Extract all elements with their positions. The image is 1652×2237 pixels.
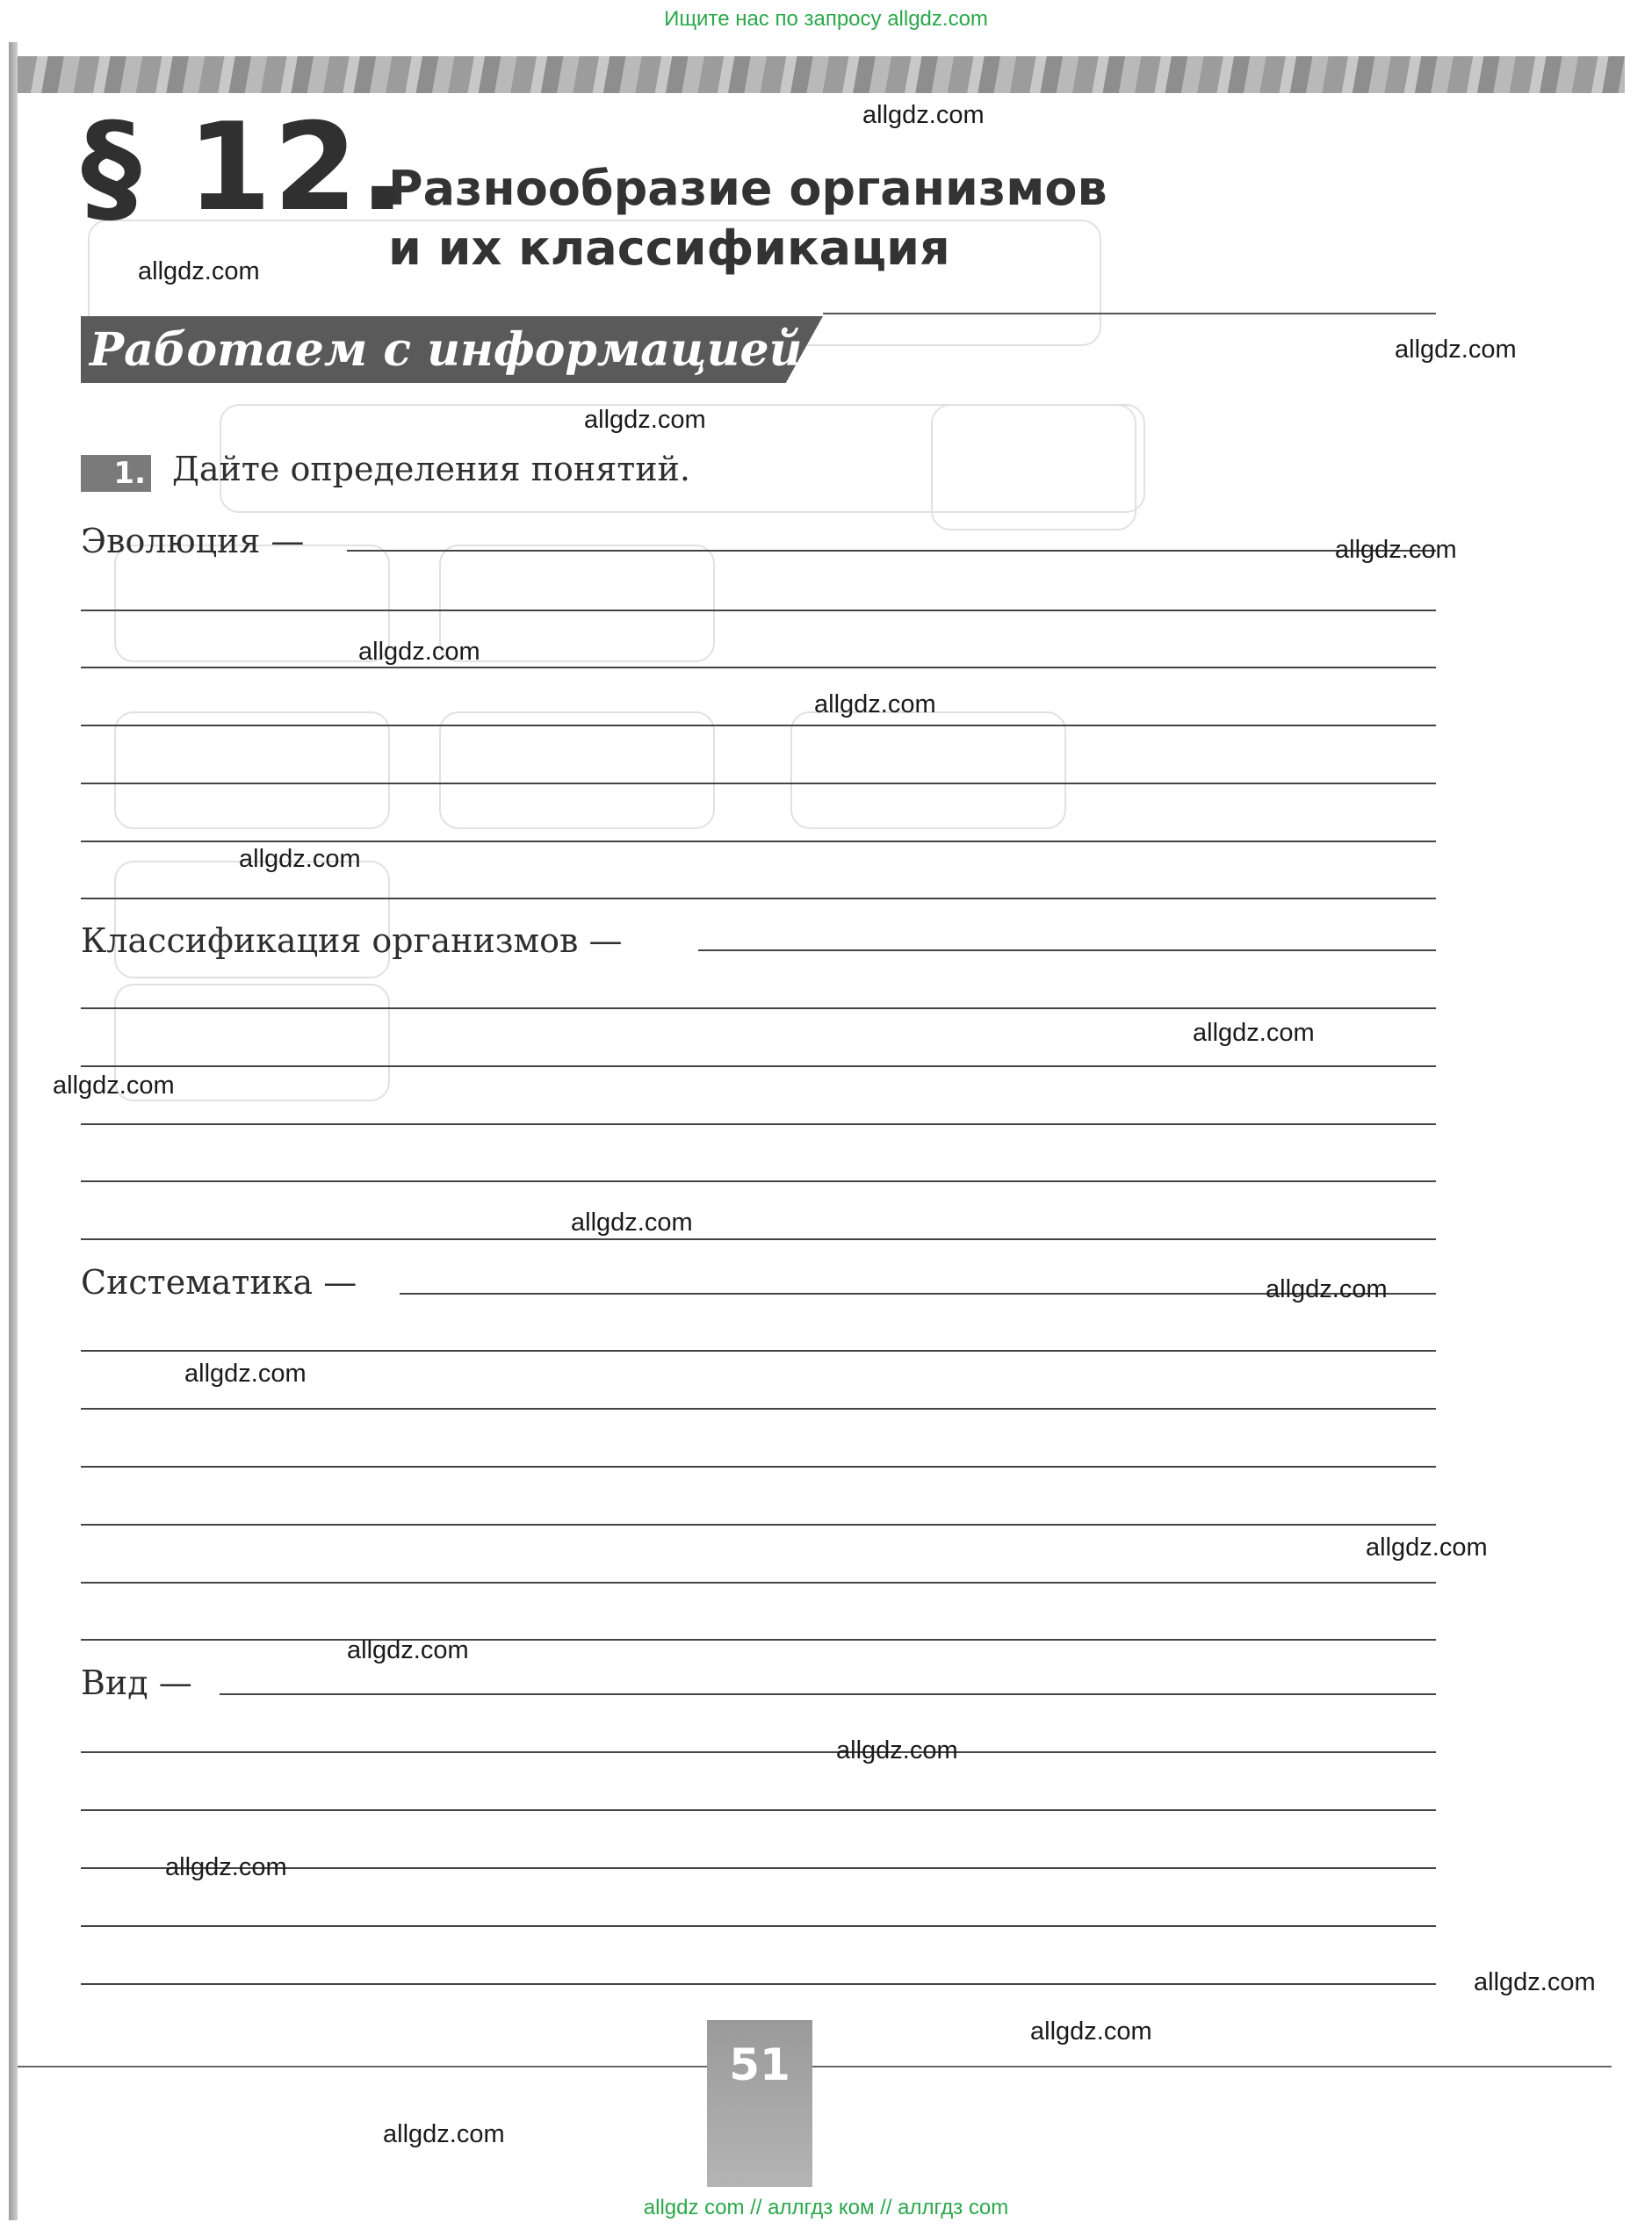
- answer-line[interactable]: [81, 1925, 1436, 1927]
- answer-line[interactable]: [81, 1065, 1436, 1067]
- answer-line[interactable]: [81, 783, 1436, 784]
- answer-line[interactable]: [81, 1466, 1436, 1468]
- term-systematics-label: Систематика —: [81, 1263, 357, 1302]
- watermark: allgdz.com: [1395, 336, 1517, 364]
- watermark: allgdz.com: [1266, 1275, 1388, 1303]
- watermark: allgdz.com: [571, 1209, 693, 1237]
- answer-line[interactable]: [81, 1180, 1436, 1182]
- bottom-rule: [18, 2066, 1612, 2067]
- answer-line[interactable]: [81, 1238, 1436, 1240]
- answer-line[interactable]: [698, 949, 1436, 951]
- answer-line[interactable]: [81, 1408, 1436, 1410]
- answer-line[interactable]: [81, 725, 1436, 726]
- answer-line[interactable]: [81, 1123, 1436, 1125]
- watermark: allgdz.com: [1030, 2017, 1152, 2046]
- page-title-line1: Разнообразие организмов: [388, 161, 1107, 216]
- term-evolution-label: Эволюция —: [81, 522, 305, 560]
- answer-line[interactable]: [81, 1350, 1436, 1352]
- answer-line[interactable]: [81, 1983, 1436, 1985]
- watermark: allgdz.com: [1366, 1533, 1488, 1562]
- page-title-line2: и их классификация: [388, 220, 950, 276]
- answer-line[interactable]: [81, 1582, 1436, 1584]
- answer-line[interactable]: [81, 610, 1436, 611]
- answer-line[interactable]: [81, 1639, 1436, 1641]
- term-classification-label: Классификация организмов —: [81, 921, 623, 960]
- watermark: allgdz.com: [138, 257, 260, 285]
- footer-links[interactable]: allgdz com // аллгдз ком // аллгдз com: [643, 2196, 1009, 2219]
- answer-line[interactable]: [81, 841, 1436, 842]
- watermark: allgdz.com: [347, 1636, 469, 1664]
- answer-line[interactable]: [220, 1693, 1436, 1695]
- task-number-badge: 1.: [81, 455, 151, 492]
- watermark: allgdz.com: [383, 2120, 505, 2148]
- watermark: allgdz.com: [1335, 536, 1457, 564]
- task-instruction: Дайте определения понятий.: [172, 450, 690, 488]
- answer-line[interactable]: [81, 1751, 1436, 1753]
- paragraph-number: § 12.: [81, 97, 408, 238]
- decorative-header-band: [18, 56, 1625, 93]
- answer-line[interactable]: [81, 1524, 1436, 1526]
- watermark: allgdz.com: [1474, 1968, 1596, 1996]
- watermark: allgdz.com: [165, 1853, 287, 1881]
- watermark: allgdz.com: [184, 1360, 307, 1388]
- section-heading: Работаем с информацией: [90, 323, 803, 377]
- term-species-label: Вид —: [81, 1663, 192, 1702]
- page-number: 51: [729, 2039, 790, 2090]
- watermark: allgdz.com: [358, 638, 480, 666]
- watermark: allgdz.com: [862, 101, 985, 129]
- answer-line[interactable]: [81, 667, 1436, 668]
- top-banner[interactable]: Ищите нас по запросу allgdz.com: [664, 7, 988, 31]
- page-edge-shadow: [9, 42, 18, 2220]
- watermark: allgdz.com: [53, 1072, 175, 1100]
- watermark: allgdz.com: [239, 845, 361, 873]
- answer-line[interactable]: [81, 1809, 1436, 1811]
- watermark: allgdz.com: [1193, 1019, 1315, 1047]
- answer-line[interactable]: [81, 898, 1436, 899]
- watermark: allgdz.com: [814, 690, 936, 718]
- section-rule: [823, 313, 1436, 314]
- answer-line[interactable]: [81, 1007, 1436, 1009]
- watermark: allgdz.com: [836, 1736, 958, 1764]
- answer-line[interactable]: [347, 550, 1436, 552]
- watermark: allgdz.com: [584, 406, 706, 434]
